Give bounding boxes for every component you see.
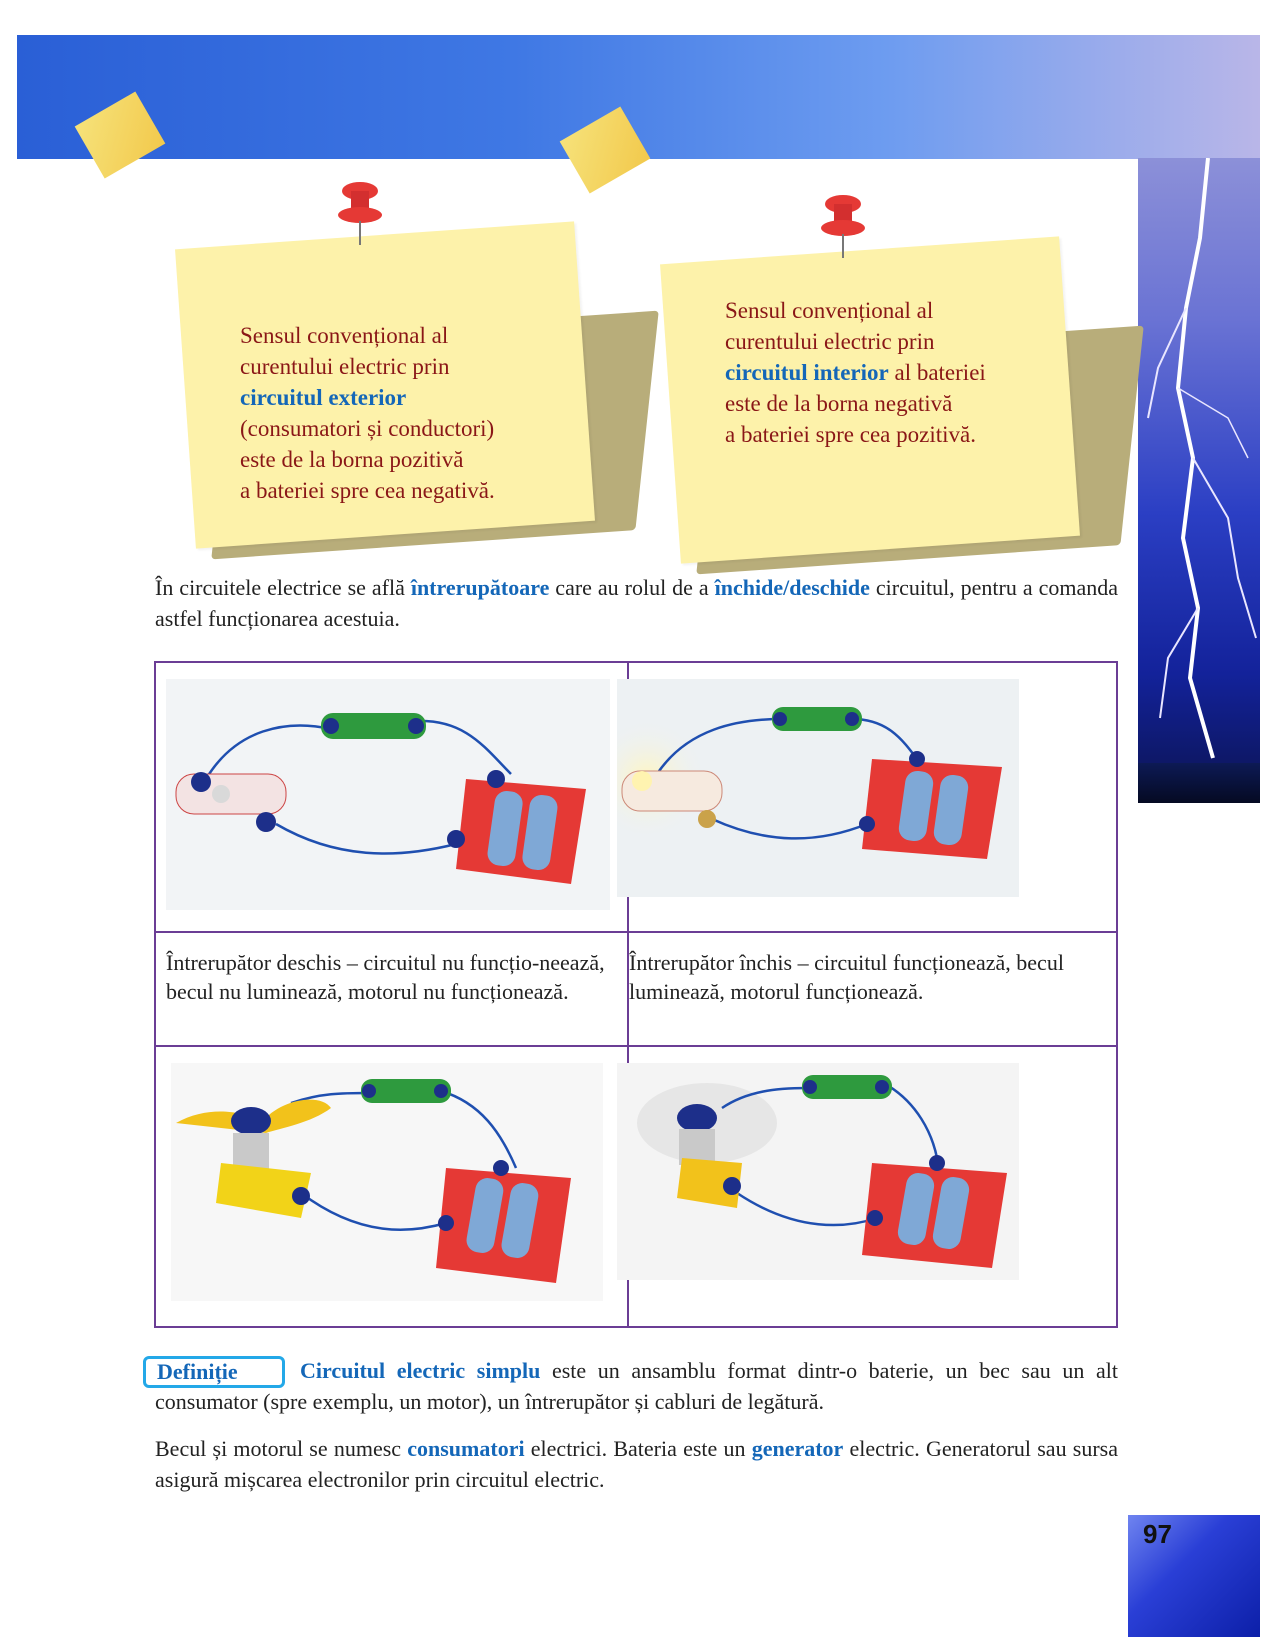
motor-circuit-icon xyxy=(171,1063,603,1301)
note-line: (consumatori și conductori) xyxy=(240,416,495,441)
grass-silhouette xyxy=(1138,763,1260,803)
intro-paragraph xyxy=(155,572,1118,634)
table-divider xyxy=(156,931,1116,933)
lightning-strip xyxy=(1138,158,1260,803)
pushpin-icon xyxy=(818,192,868,262)
note-line: este de la borna pozitivă xyxy=(240,447,464,472)
pushpin-icon xyxy=(335,179,385,249)
note-line: Sensul convențional al xyxy=(725,298,934,323)
definition-label: Definiție xyxy=(143,1356,285,1388)
note-text xyxy=(725,295,1045,450)
note-line: Sensul convențional al xyxy=(240,323,449,348)
photo-bulb-circuit-open xyxy=(166,679,610,910)
closing-highlight-consumers: consumatori xyxy=(407,1436,525,1461)
closing-highlight-generator: generator xyxy=(751,1436,844,1461)
note-after-highlight: al bateriei xyxy=(888,360,986,385)
motor-circuit-running-icon xyxy=(617,1063,1019,1280)
closing-text: Becul și motorul se numesc xyxy=(155,1436,408,1461)
note-line: a bateriei spre cea negativă. xyxy=(240,478,495,503)
intro-highlight-open-close: închide/deschide xyxy=(714,575,870,600)
photo-motor-circuit-closed xyxy=(617,1063,1019,1280)
note-highlight: circuitul exterior xyxy=(240,385,407,410)
intro-text: circuitul, pentru a comanda astfel funcționarea acestuia. xyxy=(155,575,1118,631)
note-line: este de la borna negativă xyxy=(725,391,953,416)
photo-bulb-circuit-closed xyxy=(617,679,1019,897)
intro-text: În circuitele electrice se află xyxy=(155,575,411,600)
note-line: curentului electric prin xyxy=(240,354,450,379)
intro-highlight-switches: întrerupătoare xyxy=(410,575,550,600)
bulb-circuit-lit-icon xyxy=(617,679,1019,897)
table-divider xyxy=(156,1045,1116,1047)
caption-open-switch: Întrerupător deschis – circuitul nu funcțio-neează, becul nu luminează, motorul nu funcționează. xyxy=(166,950,605,1004)
definition-paragraph xyxy=(155,1355,1118,1417)
bulb-circuit-icon xyxy=(166,679,610,910)
intro-text: care au rolul de a xyxy=(549,575,715,600)
page-number: 97 xyxy=(1143,1519,1172,1549)
note-line: a bateriei spre cea pozitivă. xyxy=(725,422,976,447)
caption-closed-switch: Întrerupător închis – circuitul funcționează, becul luminează, motorul funcționează. xyxy=(629,950,1064,1004)
closing-paragraph xyxy=(155,1433,1118,1495)
definition-term: Circuitul electric simplu xyxy=(300,1358,541,1383)
note-highlight: circuitul interior xyxy=(725,360,889,385)
lightning-bolt-icon xyxy=(1138,158,1260,803)
photo-motor-circuit-open xyxy=(171,1063,603,1301)
definition-text: este un ansamblu format dintr-o baterie, un bec sau un alt consumator (spre exemplu, un motor), un întrerupător și cabluri de legătură. xyxy=(155,1358,1118,1414)
note-text xyxy=(240,320,560,506)
closing-text: electrici. Bateria este un xyxy=(524,1436,752,1461)
closing-text: electric. Generatorul sau sursa asigură mișcarea electronilor prin circuitul electric. xyxy=(155,1436,1118,1492)
circuit-photo-table xyxy=(154,661,1118,1328)
note-line: curentului electric prin xyxy=(725,329,935,354)
